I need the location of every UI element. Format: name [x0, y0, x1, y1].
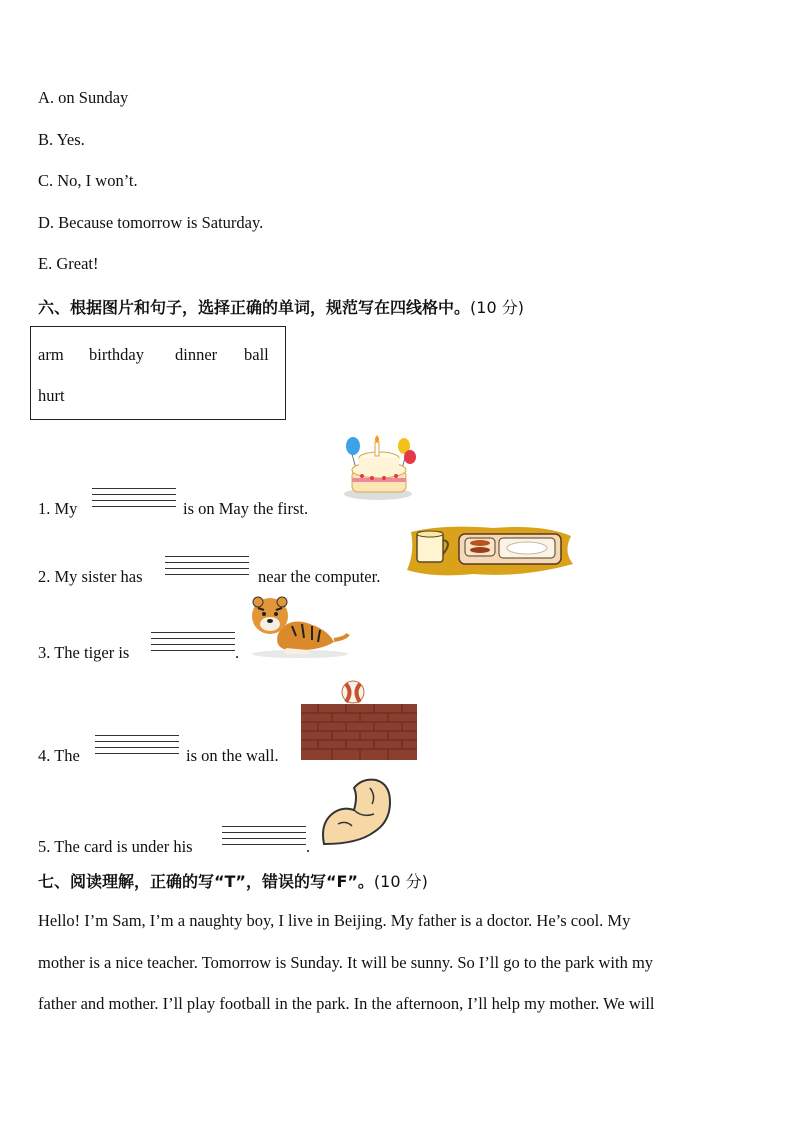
option-e: E. Great! — [38, 254, 99, 273]
item4-after: is on the wall. — [186, 746, 279, 765]
item1-writing-lines[interactable] — [92, 488, 176, 510]
item5-before: 5. The card is under his — [38, 837, 193, 856]
tiger-icon — [248, 594, 352, 660]
item5-writing-lines[interactable] — [222, 826, 306, 848]
reading-line: Hello! I’m Sam, I’m a naughty boy, I live in Beijing. My father is a doctor. He’s cool. My — [38, 911, 631, 930]
item1-after: is on May the first. — [183, 499, 309, 518]
section7-heading — [38, 869, 428, 892]
word-bank-box — [30, 326, 286, 420]
item3-after: . — [235, 643, 240, 662]
word-bank-item: ball — [244, 345, 269, 364]
option-c: C. No, I won’t. — [38, 171, 138, 190]
section6-points: (10 分) — [470, 298, 524, 317]
flexed-arm-icon — [318, 774, 394, 852]
item4-before: 4. The — [38, 746, 80, 765]
item5-after: . — [306, 837, 311, 856]
item3-writing-lines[interactable] — [151, 632, 235, 654]
ball-on-wall-icon — [300, 678, 418, 762]
birthday-cake-icon — [340, 432, 418, 506]
option-b: B. Yes. — [38, 130, 85, 149]
word-bank-item: birthday — [89, 345, 144, 364]
item4-writing-lines[interactable] — [95, 735, 179, 757]
reading-line: mother is a nice teacher. Tomorrow is Sunday. It will be sunny. So I’ll go to the park with my — [38, 953, 654, 972]
item3-before: 3. The tiger is — [38, 643, 130, 662]
section6-heading — [38, 295, 524, 318]
dinner-tray-icon — [403, 522, 575, 580]
section7-title: 七、阅读理解，正确的写“T”，错误的写“F”。 — [38, 872, 374, 891]
word-bank-item: dinner — [175, 345, 218, 364]
option-d: D. Because tomorrow is Saturday. — [38, 213, 264, 232]
word-bank-item: hurt — [38, 386, 65, 405]
item1-before: 1. My — [38, 499, 78, 518]
option-a: A. on Sunday — [38, 88, 129, 107]
reading-line: father and mother. I’ll play football in the park. In the afternoon, I’ll help my mother. We will — [38, 994, 655, 1013]
section7-points: (10 分) — [373, 872, 428, 891]
item2-before: 2. My sister has — [38, 567, 143, 586]
item2-writing-lines[interactable] — [165, 556, 249, 578]
word-bank-item: arm — [38, 345, 64, 364]
section6-title: 六、根据图片和句子，选择正确的单词，规范写在四线格中。 — [38, 298, 471, 317]
item2-after: near the computer. — [258, 567, 381, 586]
